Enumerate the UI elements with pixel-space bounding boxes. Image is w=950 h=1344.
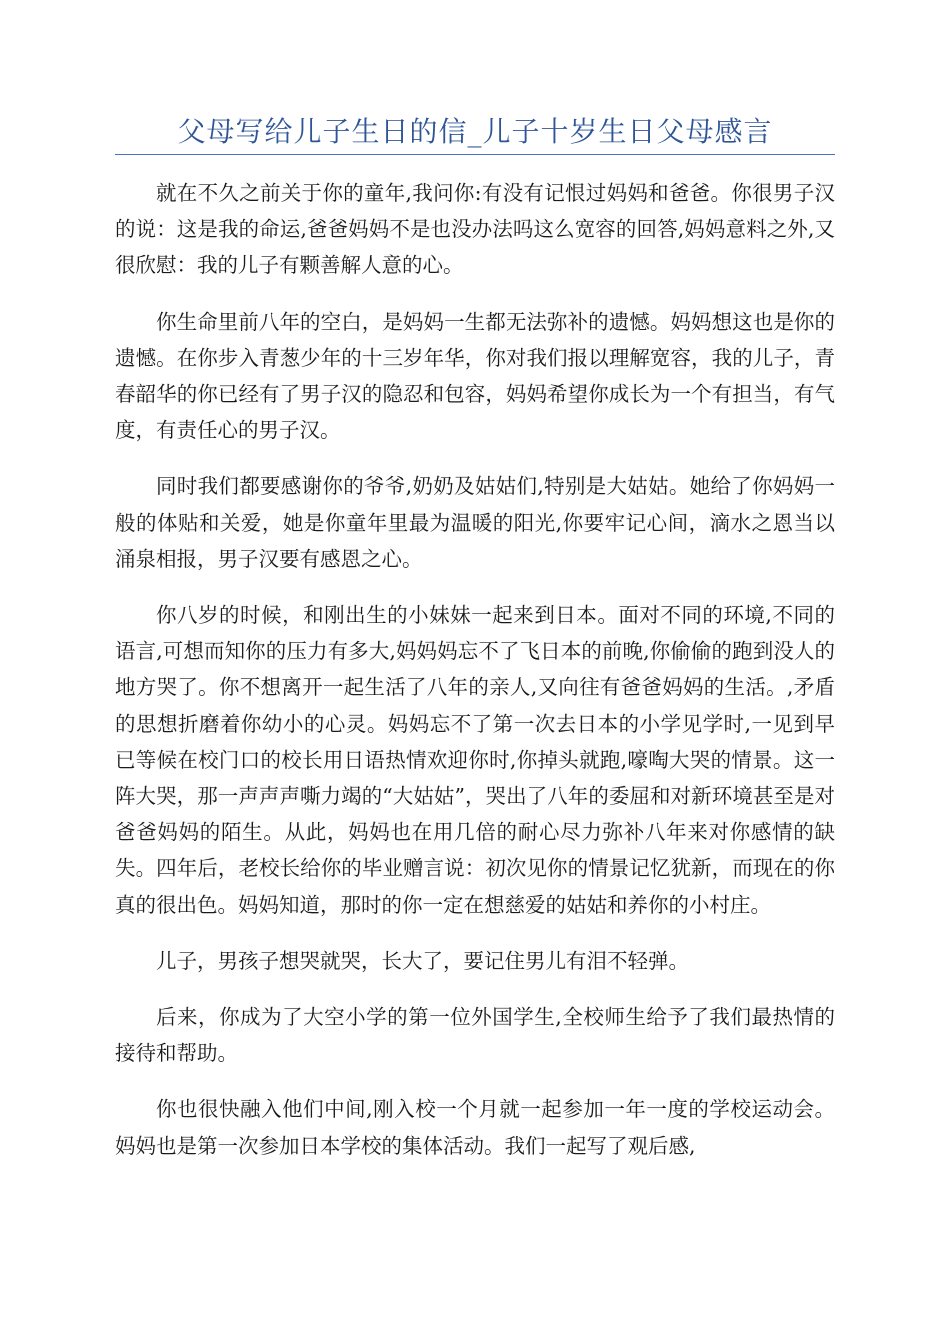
paragraph-7: 你也很快融入他们中间,刚入校一个月就一起参加一年一度的学校运动会。妈妈也是第一次参加日本学校的集体活动。我们一起写了观后感, — [115, 1097, 835, 1158]
paragraph-4: 你八岁的时候，和刚出生的小妹妹一起来到日本。面对不同的环境,不同的语言,可想而知你的压力有多大,妈妈妈忘不了飞日本的前晚,你偷偷的跑到没人的地方哭了。你不想离开一起生活了八年的亲人,又向往有爸爸妈妈的生活。,矛盾的思想折磨着你幼小的心灵。妈妈忘不了第一次去日本的小学见学时,一见到早已等候在校门口的校长用日语热情欢迎你时,你掉头就跑,嚎啕大哭的情景。这一阵大哭，那一声声声嘶力竭的“大姑姑”，哭出了八年的委屈和对新环境甚至是对爸爸妈妈的陌生。从此，妈妈也在用几倍的耐心尽力弥补八年来对你感情的缺失。四年后，老校长给你的毕业赠言说：初次见你的情景记忆犹新，而现在的你真的很出色。妈妈知道，那时的你一定在想慈爱的姑姑和养你的小村庄。 — [115, 603, 835, 917]
paragraph-1: 就在不久之前关于你的童年,我问你:有没有记恨过妈妈和爸爸。你很男子汉的说：这是我的命运,爸爸妈妈不是也没办法吗这么宽容的回答,妈妈意料之外,又很欣慰：我的儿子有颗善解人意的心。 — [115, 181, 835, 278]
paragraph-3: 同时我们都要感谢你的爷爷,奶奶及姑姑们,特别是大姑姑。她给了你妈妈一般的体贴和关爱，她是你童年里最为温暖的阳光,你要牢记心间，滴水之恩当以涌泉相报，男子汉要有感恩之心。 — [115, 474, 835, 571]
title-underline — [115, 154, 835, 155]
document-body — [115, 175, 835, 1184]
paragraph-6: 后来，你成为了大空小学的第一位外国学生,全校师生给予了我们最热情的接待和帮助。 — [115, 1005, 835, 1066]
paragraph-2: 你生命里前八年的空白，是妈妈一生都无法弥补的遗憾。妈妈想这也是你的遗憾。在你步入青葱少年的十三岁年华，你对我们报以理解宽容，我的儿子，青春韶华的你已经有了男子汉的隐忍和包容，妈妈希望你成长为一个有担当，有气度，有责任心的男子汉。 — [115, 309, 835, 443]
document-title: 父母写给儿子生日的信_儿子十岁生日父母感言 — [177, 115, 773, 148]
paragraph-5: 儿子，男孩子想哭就哭，长大了，要记住男儿有泪不轻弹。 — [156, 948, 689, 973]
